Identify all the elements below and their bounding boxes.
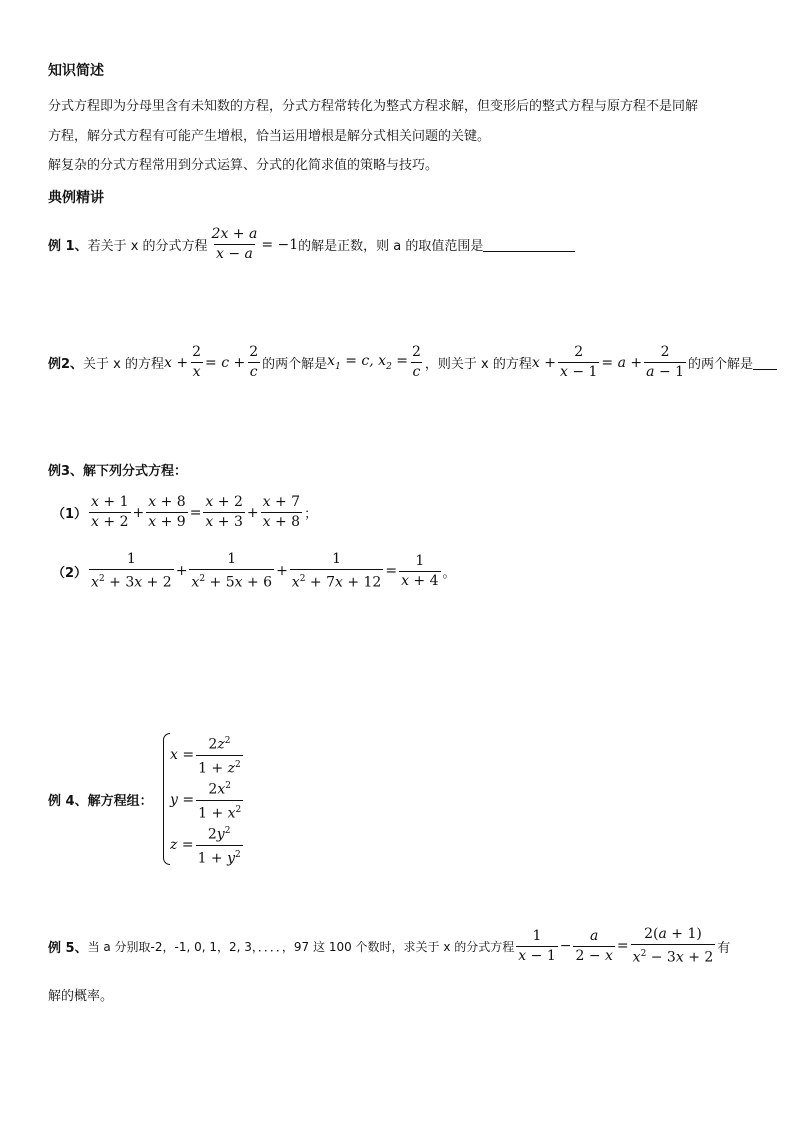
- system-brace: [163, 733, 170, 865]
- example-5-text-3: 解的概率。: [48, 989, 114, 1004]
- example-2-text: 关于 x 的方程: [83, 357, 165, 372]
- example-4-label: 例 4、: [48, 794, 88, 809]
- fraction: $\frac{x + 8}{x + 9}$: [148, 494, 186, 530]
- example-5: [48, 926, 730, 967]
- example-2-text-2: 的两个解是: [262, 357, 328, 372]
- part-label: （2）: [52, 565, 88, 581]
- plus-sign: +: [132, 504, 145, 521]
- fraction: $\frac{x + 1}{x + 2}$: [91, 494, 129, 530]
- fraction-denominator: x − a: [216, 246, 253, 262]
- fraction: $\frac{x + 2}{x + 3}$: [205, 494, 243, 530]
- fraction: $\frac{1}{x + 4}$: [401, 552, 439, 589]
- fraction: $\frac{2}{c}$: [249, 344, 259, 380]
- fraction: $\frac{1}{x^2 + 5x + 6}$: [191, 551, 273, 591]
- example-4-header: [48, 790, 153, 809]
- eq-part: = a +: [601, 354, 643, 371]
- equals-sign: =: [189, 504, 202, 521]
- minus-sign: −: [559, 938, 572, 955]
- fraction: $\frac{1}{x^2 + 7x + 12}$: [291, 551, 382, 591]
- example-3-header: [48, 460, 187, 479]
- overview-paragraph-2: 解复杂的分式方程常用到分式运算、分式的化简求值的策略与技巧。: [48, 158, 439, 173]
- fraction: $\frac{a}{2 - x}$: [575, 927, 613, 964]
- answer-blank[interactable]: [483, 237, 575, 252]
- example-1-text: 若关于 x 的分式方程: [87, 239, 208, 254]
- example-2-text-4: 的两个解是: [688, 357, 754, 372]
- example-4-text: 解方程组：: [87, 794, 153, 809]
- example-3-part-2: [52, 551, 456, 592]
- eq-part: = c +: [205, 354, 246, 371]
- example-2-solutions: $x_1 = c$, $x_2$ =: [327, 353, 408, 372]
- fraction: $\frac{2y^2}{1 + y^2}$: [197, 826, 241, 867]
- part-end-punctuation: 。: [442, 565, 456, 581]
- plus-sign: +: [276, 563, 288, 580]
- equals-sign: =: [385, 563, 398, 580]
- system-equation-3: z = $\frac{2y^2}{1 + y^2}$: [170, 823, 245, 867]
- fraction: $\frac{2z^2}{1 + z^2}$: [198, 736, 241, 777]
- answer-blank[interactable]: [753, 355, 777, 370]
- system-equation-2: y = $\frac{2x^2}{1 + x^2}$: [170, 778, 245, 822]
- part-end-punctuation: ；: [304, 507, 318, 522]
- plus-sign: +: [246, 504, 259, 521]
- example-1-text-2: 的解是正数，则 a 的取值范围是: [298, 239, 484, 254]
- fraction: $\frac{x + 7}{x + 8}$: [262, 494, 301, 530]
- section-heading-examples: 典例精讲: [48, 190, 104, 206]
- fraction: $\frac{2}{x}$: [192, 344, 202, 380]
- equals-sign: =: [616, 938, 629, 955]
- part-label: （1）: [52, 507, 88, 522]
- fraction: $\frac{2}{a - 1}$: [646, 344, 685, 380]
- example-1-rhs: = −1: [261, 236, 299, 253]
- example-1-fraction: [210, 226, 260, 263]
- fraction-numerator: 2x + a: [211, 226, 258, 242]
- section-heading-overview: 知识简述: [48, 63, 104, 79]
- fraction: $\frac{1}{x^2 + 3x + 2}$: [91, 551, 172, 591]
- fraction: $\frac{2(a + 1)}{x^2 - 3x + 2}$: [632, 926, 714, 966]
- example-5-text: 当 a 分别取-2，-1, 0, 1，2, 3，．．．．，97 这 100 个数时，求关于 x 的分式方程: [87, 939, 515, 954]
- example-2-eq1: x +: [164, 354, 189, 371]
- plus-sign: +: [175, 563, 188, 580]
- example-3-label: 例3、: [48, 464, 84, 479]
- overview-paragraph-line-2: 方程，解分式方程有可能产生增根，恰当运用增根是解分式相关问题的关键。: [48, 129, 491, 144]
- fraction: $\frac{2}{x - 1}$: [559, 344, 598, 380]
- example-1-label: 例 1、: [48, 239, 88, 254]
- example-2-label: 例2、: [48, 357, 84, 372]
- fraction: $\frac{2x^2}{1 + x^2}$: [198, 781, 242, 822]
- example-1: [48, 226, 575, 263]
- example-3-text: 解下列分式方程：: [83, 464, 188, 479]
- example-3-part-1: [52, 494, 317, 531]
- system-equation-1: x = $\frac{2z^2}{1 + z^2}$: [170, 733, 245, 777]
- example-5-text-2: 有: [717, 940, 731, 956]
- overview-paragraph-line-1: 分式方程即为分母里含有未知数的方程，分式方程常转化为整式方程求解，但变形后的整式方程与原方程不是同解: [48, 99, 699, 114]
- fraction: $\frac{1}{x - 1}$: [518, 927, 556, 964]
- example-2-text-3: ，则关于 x 的方程: [424, 357, 532, 372]
- example-2-eq2: x +: [531, 354, 556, 371]
- example-5-label: 例 5、: [48, 940, 88, 956]
- example-2: [48, 344, 777, 381]
- fraction: $\frac{2}{c}$: [412, 344, 421, 380]
